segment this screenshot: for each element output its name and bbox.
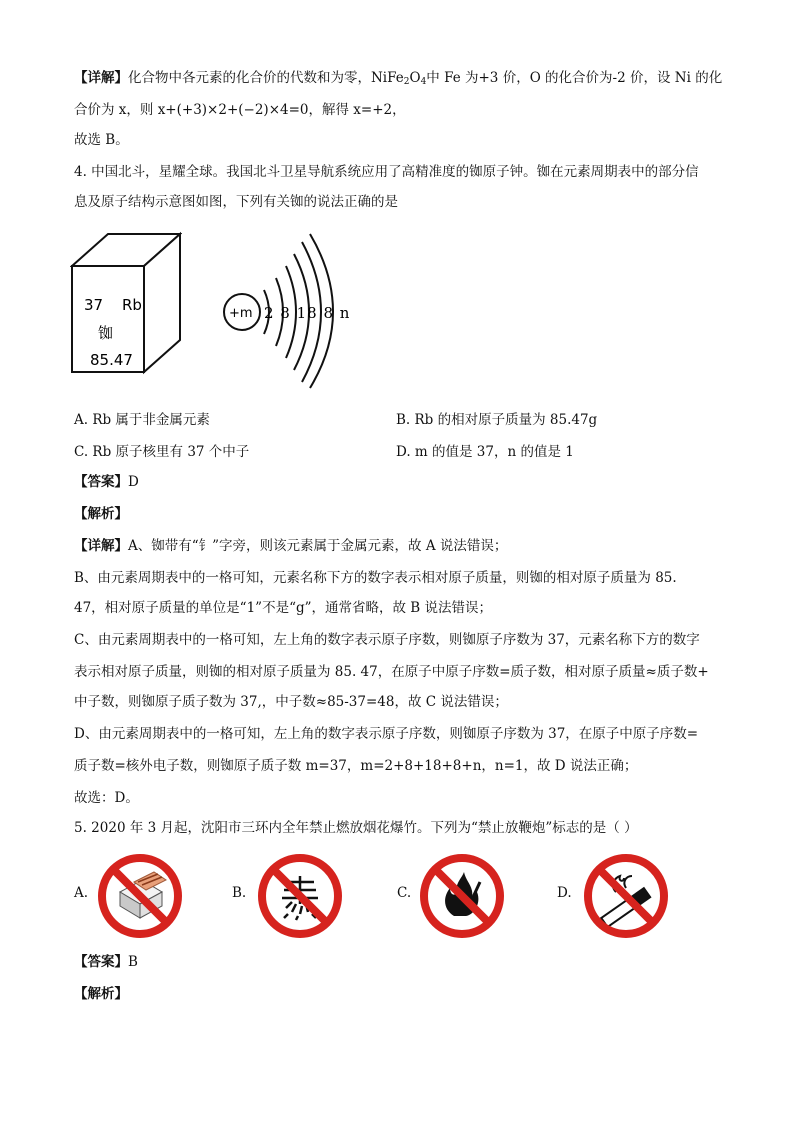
no-matches-sign-icon xyxy=(96,852,184,940)
no-open-flame-sign-icon xyxy=(418,852,506,940)
detail-4-line-4: C、由元素周期表中的一格可知，左上角的数字表示原子序数，则铷原子序数为 37，元素名称下方的数字 xyxy=(74,632,700,648)
question-4-line-2: 息及原子结构示意图如图，下列有关铷的说法正确的是 xyxy=(74,194,398,210)
detail-line-2: 合价为 x，则 x+(+3)×2+(−2)×4=0，解得 x=+2， xyxy=(74,102,406,118)
element-name: 铷 xyxy=(98,324,114,342)
answer-line: 【答案】D xyxy=(74,474,139,490)
element-symbol: Rb xyxy=(122,296,142,314)
analysis-heading: 【解析】 xyxy=(74,506,128,522)
no-firecrackers-sign-icon xyxy=(256,852,344,940)
detail-4-line-5: 表示相对原子质量，则铷的相对原子质量为 85. 47，在原子中原子序数=质子数，相对原子质量≈质子数+ xyxy=(74,664,709,680)
sign-d-label: D. xyxy=(557,885,572,901)
sign-c-label: C. xyxy=(397,885,412,901)
detail-4-line-1: 【详解】A、铷带有“钅”字旁，则该元素属于金属元素，故 A 说法错误； xyxy=(74,538,508,554)
no-smoking-sign-icon xyxy=(582,852,670,940)
sign-b-label: B. xyxy=(232,885,247,901)
option-d: D. m 的值是 37，n 的值是 1 xyxy=(396,444,574,460)
question-4-line-1: 4. 中国北斗，星耀全球。我国北斗卫星导航系统应用了高精准度的铷原子钟。铷在元素周期表中的部分信 xyxy=(74,164,699,180)
option-a: A. Rb 属于非金属元素 xyxy=(74,412,210,428)
analysis-2-heading: 【解析】 xyxy=(74,986,128,1002)
detail-4-line-6: 中子数，则铷原子质子数为 37,，中子数≈85-37=48，故 C 说法错误； xyxy=(74,694,508,710)
element-mass: 85.47 xyxy=(90,351,133,369)
detail-4-line-9: 故选：D。 xyxy=(74,790,139,806)
element-number: 37 xyxy=(84,296,104,314)
shell-electrons: 2 8 18 8 n xyxy=(264,304,351,322)
nucleus-label: +m xyxy=(229,306,253,321)
detail-line-3: 故选 B。 xyxy=(74,132,129,148)
periodic-table-cell-figure xyxy=(70,228,182,376)
detail-4-line-3: 47，相对原子质量的单位是“1”不是“g”，通常省略，故 B 说法错误； xyxy=(74,600,493,616)
detail-line-1: 【详解】化合物中各元素的化合价的代数和为零，$NiFe_2O_4$中 Fe 为+3 价，O 的化合价为-2 价，设 Ni 的化 xyxy=(74,70,723,87)
detail-4-line-7: D、由元素周期表中的一格可知，左上角的数字表示原子序数，则铷原子序数为 37，在原子中原子序数= xyxy=(74,726,699,742)
question-5: 5. 2020 年 3 月起，沈阳市三环内全年禁止燃放烟花爆竹。下列为“禁止放鞭炮”标志的是（ ） xyxy=(74,820,638,836)
answer-2-line: 【答案】B xyxy=(74,954,138,970)
option-b: B. Rb 的相对原子质量为 85.47g xyxy=(396,412,598,428)
atom-structure-diagram xyxy=(220,230,360,390)
option-c: C. Rb 原子核里有 37 个中子 xyxy=(74,444,250,460)
sign-a-label: A. xyxy=(74,885,89,901)
detail-4-line-8: 质子数=核外电子数，则铷原子质子数 m=37，m=2+8+18+8+n，n=1，故 D 说法正确； xyxy=(74,758,638,774)
detail-4-line-2: B、由元素周期表中的一格可知，元素名称下方的数字表示相对原子质量，则铷的相对原子质量为 85. xyxy=(74,570,677,586)
